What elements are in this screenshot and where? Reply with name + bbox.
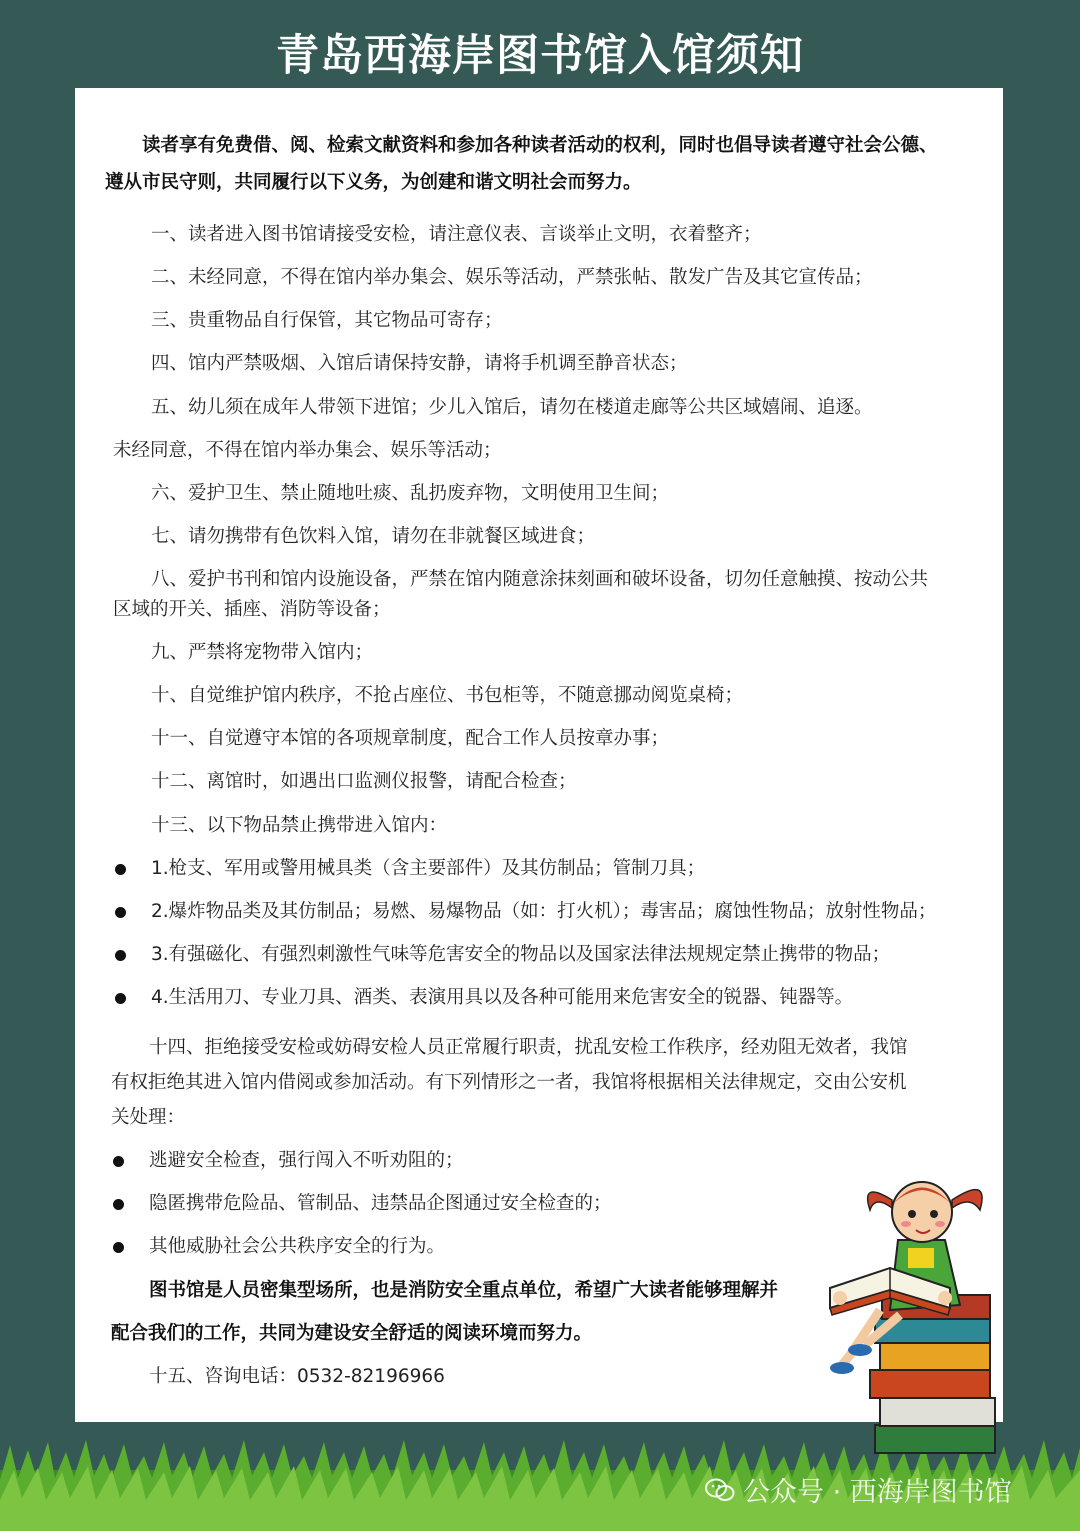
rule-5: 五、幼儿须在成年人带领下进馆；少儿入馆后，请勿在楼道走廊等公共区域嬉闹、追逐。 — [151, 397, 873, 418]
watermark — [705, 1470, 1012, 1509]
contact-phone: 十五、咨询电话：0532-82196966 — [149, 1366, 445, 1387]
watermark-text: 公众号 · 西海岸图书馆 — [743, 1477, 1012, 1508]
prohibited-item-2: 2.爆炸物品类及其仿制品；易燃、易爆物品（如：打火机）；毒害品；腐蚀性物品；放射性物品； — [151, 901, 937, 922]
girl-reading-books-illustration — [820, 1170, 1005, 1455]
bullet — [115, 950, 126, 961]
bullet — [113, 1199, 124, 1210]
prohibited-item-1: 1.枪支、军用或警用械具类（含主要部件）及其仿制品；管制刀具； — [151, 858, 706, 879]
situation-item-2: 隐匿携带危险品、管制品、违禁品企图通过安全检查的； — [149, 1193, 612, 1214]
prohibited-item-4: 4.生活用刀、专业刀具、酒类、表演用具以及各种可能用来危害安全的锐器、钝器等。 — [151, 987, 854, 1008]
rule-6: 六、爱护卫生、禁止随地吐痰、乱扔废弃物，文明使用卫生间； — [151, 483, 670, 504]
rule-14-line-1: 十四、拒绝接受安检或妨碍安检人员正常履行职责，扰乱安检工作秩序，经劝阻无效者，我馆 — [149, 1037, 908, 1058]
intro-line-1: 读者享有免费借、阅、检索文献资料和参加各种读者活动的权利，同时也倡导读者遵守社会公德、 — [142, 135, 938, 156]
rule-9: 九、严禁将宠物带入馆内； — [151, 642, 374, 663]
rule-11: 十一、自觉遵守本馆的各项规章制度，配合工作人员按章办事； — [151, 728, 670, 749]
page-title: 青岛西海岸图书馆入馆须知 — [276, 31, 804, 81]
rule-12: 十二、离馆时，如遇出口监测仪报警，请配合检查； — [151, 771, 577, 792]
rule-5-continued: 未经同意，不得在馆内举办集会、娱乐等活动； — [113, 440, 502, 461]
rule-4: 四、馆内严禁吸烟、入馆后请保持安静，请将手机调至静音状态； — [151, 353, 688, 374]
rule-8-line-2: 区域的开关、插座、消防等设备； — [113, 599, 391, 620]
wechat-icon — [705, 1477, 735, 1503]
bullet — [115, 864, 126, 875]
bullet — [115, 993, 126, 1004]
rule-2: 二、未经同意，不得在馆内举办集会、娱乐等活动，严禁张帖、散发广告及其它宣传品； — [151, 267, 873, 288]
situation-item-1: 逃避安全检查，强行闯入不听劝阻的； — [149, 1150, 464, 1171]
rule-13: 十三、以下物品禁止携带进入馆内： — [151, 815, 448, 836]
rule-10: 十、自觉维护馆内秩序，不抢占座位、书包柜等，不随意挪动阅览桌椅； — [151, 685, 744, 706]
closing-line-1: 图书馆是人员密集型场所，也是消防安全重点单位，希望广大读者能够理解并 — [149, 1280, 779, 1301]
rule-14-line-3: 关处理： — [111, 1107, 186, 1128]
closing-line-2: 配合我们的工作，共同为建设安全舒适的阅读环境而努力。 — [111, 1323, 593, 1344]
rule-7: 七、请勿携带有色饮料入馆，请勿在非就餐区域进食； — [151, 526, 596, 547]
bullet — [113, 1242, 124, 1253]
bullet — [113, 1156, 124, 1167]
rule-14-line-2: 有权拒绝其进入馆内借阅或参加活动。有下列情形之一者，我馆将根据相关法律规定，交由公安机 — [111, 1072, 907, 1093]
rule-1: 一、读者进入图书馆请接受安检，请注意仪表、言谈举止文明，衣着整齐； — [151, 224, 762, 245]
intro-line-2: 遵从市民守则，共同履行以下义务，为创建和谐文明社会而努力。 — [105, 172, 642, 193]
bullet — [115, 907, 126, 918]
situation-item-3: 其他威胁社会公共秩序安全的行为。 — [149, 1236, 446, 1257]
prohibited-item-3: 3.有强磁化、有强烈刺激性气味等危害安全的物品以及国家法律法规规定禁止携带的物品； — [151, 944, 891, 965]
rule-8-line-1: 八、爱护书刊和馆内设施设备，严禁在馆内随意涂抹刻画和破坏设备，切勿任意触摸、按动公共 — [151, 569, 929, 590]
rule-3: 三、贵重物品自行保管，其它物品可寄存； — [151, 310, 503, 331]
